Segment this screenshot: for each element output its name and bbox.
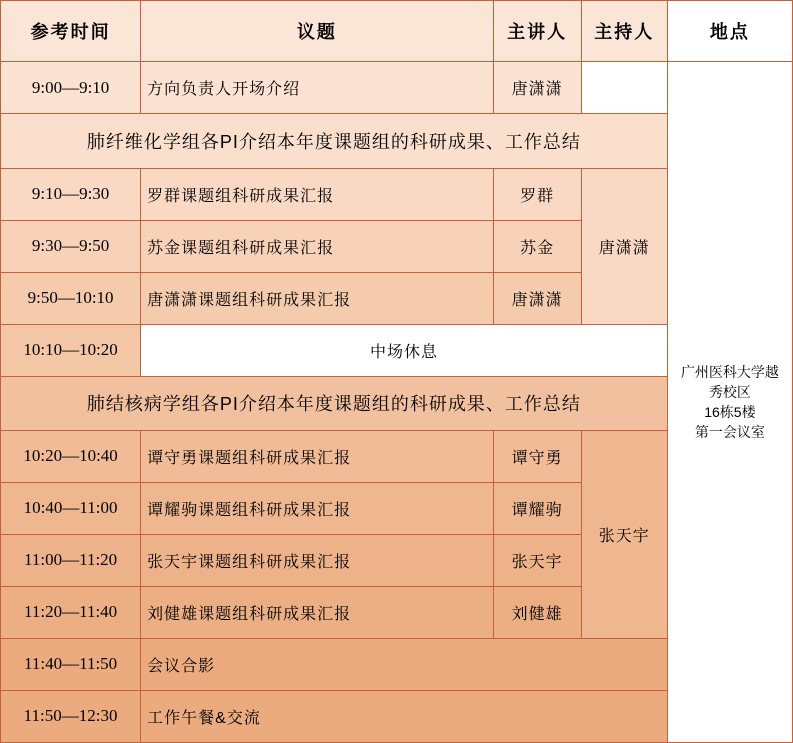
header-topic: 议题 — [141, 1, 493, 62]
row-topic: 刘健雄课题组科研成果汇报 — [141, 586, 493, 638]
host-second: 张天宇 — [581, 430, 667, 638]
place-line-4: 第一会议室 — [694, 424, 765, 441]
table-row — [1, 62, 793, 114]
row-time: 11:20—11:40 — [1, 586, 141, 638]
header-host: 主持人 — [581, 1, 667, 62]
row-time: 11:50—12:30 — [1, 690, 141, 742]
header-time: 参考时间 — [1, 1, 141, 62]
section-title: 肺纤维化学组各PI介绍本年度课题组的科研成果、工作总结 — [1, 114, 668, 168]
row-topic: 张天宇课题组科研成果汇报 — [141, 534, 493, 586]
row-speaker: 谭守勇 — [493, 430, 581, 482]
section-title: 肺结核病学组各PI介绍本年度课题组的科研成果、工作总结 — [1, 376, 668, 430]
row-time: 10:40—11:00 — [1, 482, 141, 534]
row-time: 11:00—11:20 — [1, 534, 141, 586]
row-speaker: 谭耀驹 — [493, 482, 581, 534]
row-speaker: 刘健雄 — [493, 586, 581, 638]
row-speaker: 唐潇潇 — [493, 62, 581, 114]
header-speaker: 主讲人 — [493, 1, 581, 62]
row-topic: 罗群课题组科研成果汇报 — [141, 168, 493, 220]
row-topic: 中场休息 — [141, 324, 668, 376]
row-topic: 工作午餐&交流 — [141, 690, 668, 742]
row-time: 9:10—9:30 — [1, 168, 141, 220]
header-place: 地点 — [667, 1, 792, 62]
row-time: 10:20—10:40 — [1, 430, 141, 482]
place-line-3: 16栋5楼 — [704, 404, 756, 421]
host-spacer-cell — [581, 62, 667, 114]
row-time: 9:30—9:50 — [1, 220, 141, 272]
row-time: 10:10—10:20 — [1, 324, 141, 376]
place-cell — [667, 62, 792, 743]
row-topic: 方向负责人开场介绍 — [141, 62, 493, 114]
row-speaker: 唐潇潇 — [493, 272, 581, 324]
row-time: 11:40—11:50 — [1, 638, 141, 690]
row-topic: 苏金课题组科研成果汇报 — [141, 220, 493, 272]
row-speaker: 罗群 — [493, 168, 581, 220]
row-topic: 谭守勇课题组科研成果汇报 — [141, 430, 493, 482]
row-speaker: 苏金 — [493, 220, 581, 272]
place-line-1: 广州医科大学越 — [680, 363, 779, 380]
row-topic: 谭耀驹课题组科研成果汇报 — [141, 482, 493, 534]
row-time: 9:50—10:10 — [1, 272, 141, 324]
row-time: 9:00—9:10 — [1, 62, 141, 114]
row-speaker: 张天宇 — [493, 534, 581, 586]
host-first: 唐潇潇 — [581, 168, 667, 324]
table-header-row — [1, 1, 793, 62]
row-topic: 唐潇潇课题组科研成果汇报 — [141, 272, 493, 324]
row-topic: 会议合影 — [141, 638, 668, 690]
place-line-2: 秀校区 — [708, 383, 751, 400]
